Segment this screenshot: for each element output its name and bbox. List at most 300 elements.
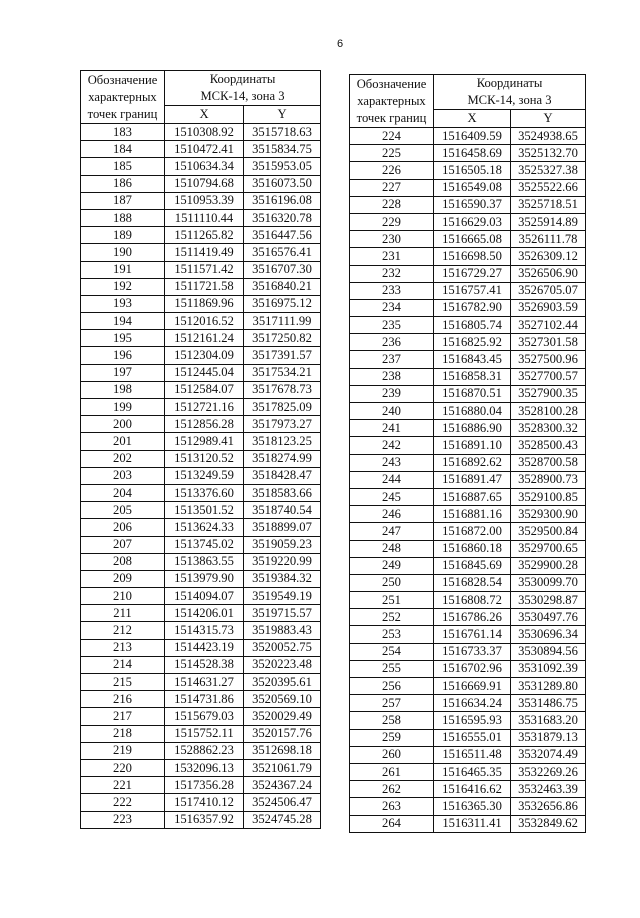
table-row xyxy=(350,282,586,299)
x-coordinate-cell: 1514528.38 xyxy=(165,656,244,673)
y-coordinate-cell: 3524745.28 xyxy=(244,811,321,828)
table-row xyxy=(81,605,321,622)
y-coordinate-cell: 3516073.50 xyxy=(244,175,321,192)
y-coordinate-cell: 3517973.27 xyxy=(244,416,321,433)
table-row xyxy=(350,454,586,471)
y-coordinate-cell: 3520157.76 xyxy=(244,725,321,742)
y-coordinate-cell: 3527900.35 xyxy=(511,385,586,402)
table-row xyxy=(350,763,586,780)
x-coordinate-cell: 1516843.45 xyxy=(434,351,511,368)
table-body-right xyxy=(350,128,586,833)
table-row xyxy=(350,488,586,505)
point-number-cell: 191 xyxy=(81,261,165,278)
table-row xyxy=(81,484,321,501)
x-coordinate-cell: 1516729.27 xyxy=(434,265,511,282)
column-header-points xyxy=(81,71,165,124)
point-number-cell: 198 xyxy=(81,381,165,398)
x-coordinate-cell: 1516887.65 xyxy=(434,488,511,505)
y-coordinate-cell: 3525718.51 xyxy=(511,196,586,213)
x-coordinate-cell: 1516416.62 xyxy=(434,781,511,798)
table-row xyxy=(350,592,586,609)
table-row xyxy=(350,385,586,402)
table-row xyxy=(350,471,586,488)
y-coordinate-cell: 3518274.99 xyxy=(244,450,321,467)
point-number-cell: 195 xyxy=(81,330,165,347)
x-coordinate-cell: 1516828.54 xyxy=(434,574,511,591)
point-number-cell: 233 xyxy=(350,282,434,299)
y-coordinate-cell: 3529900.28 xyxy=(511,557,586,574)
table-row xyxy=(81,553,321,570)
x-coordinate-cell: 1513249.59 xyxy=(165,467,244,484)
point-number-cell: 221 xyxy=(81,777,165,794)
point-number-cell: 262 xyxy=(350,781,434,798)
y-coordinate-cell: 3529300.90 xyxy=(511,506,586,523)
table-row xyxy=(81,639,321,656)
table-row xyxy=(81,570,321,587)
point-number-cell: 216 xyxy=(81,691,165,708)
y-coordinate-cell: 3517391.57 xyxy=(244,347,321,364)
table-row xyxy=(81,295,321,312)
point-number-cell: 203 xyxy=(81,467,165,484)
y-coordinate-cell: 3525327.38 xyxy=(511,162,586,179)
table-row xyxy=(81,708,321,725)
table-row xyxy=(81,519,321,536)
coordinates-table-left xyxy=(80,70,321,829)
table-row xyxy=(350,265,586,282)
point-number-cell: 230 xyxy=(350,231,434,248)
y-coordinate-cell: 3515834.75 xyxy=(244,141,321,158)
y-coordinate-cell: 3521061.79 xyxy=(244,759,321,776)
y-coordinate-cell: 3532269.26 xyxy=(511,763,586,780)
x-coordinate-cell: 1516357.92 xyxy=(165,811,244,828)
point-number-cell: 241 xyxy=(350,420,434,437)
y-coordinate-cell: 3519549.19 xyxy=(244,588,321,605)
y-coordinate-cell: 3526111.78 xyxy=(511,231,586,248)
x-coordinate-cell: 1511419.49 xyxy=(165,244,244,261)
header-line: Координаты xyxy=(476,76,543,90)
y-coordinate-cell: 3524938.65 xyxy=(511,128,586,145)
y-coordinate-cell: 3531683.20 xyxy=(511,712,586,729)
y-coordinate-cell: 3526903.59 xyxy=(511,299,586,316)
x-coordinate-cell: 1512445.04 xyxy=(165,364,244,381)
y-coordinate-cell: 3516447.56 xyxy=(244,227,321,244)
y-coordinate-cell: 3517534.21 xyxy=(244,364,321,381)
header-line: точек границ xyxy=(356,110,427,125)
x-coordinate-cell: 1512016.52 xyxy=(165,313,244,330)
y-coordinate-cell: 3520395.61 xyxy=(244,674,321,691)
y-coordinate-cell: 3517111.99 xyxy=(244,313,321,330)
point-number-cell: 183 xyxy=(81,124,165,141)
y-coordinate-cell: 3525522.66 xyxy=(511,179,586,196)
table-row xyxy=(81,124,321,141)
x-coordinate-cell: 1511571.42 xyxy=(165,261,244,278)
x-coordinate-cell: 1516733.37 xyxy=(434,643,511,660)
x-coordinate-cell: 1516505.18 xyxy=(434,162,511,179)
y-coordinate-cell: 3519883.43 xyxy=(244,622,321,639)
table-row xyxy=(350,128,586,145)
y-coordinate-cell: 3512698.18 xyxy=(244,742,321,759)
table-row xyxy=(350,317,586,334)
table-row xyxy=(81,209,321,226)
x-coordinate-cell: 1514631.27 xyxy=(165,674,244,691)
table-row xyxy=(81,416,321,433)
coordinates-table-right xyxy=(349,74,586,833)
table-row xyxy=(81,674,321,691)
point-number-cell: 242 xyxy=(350,437,434,454)
x-coordinate-cell: 1516891.10 xyxy=(434,437,511,454)
x-coordinate-cell: 1516365.30 xyxy=(434,798,511,815)
x-coordinate-cell: 1516665.08 xyxy=(434,231,511,248)
y-coordinate-cell: 3524506.47 xyxy=(244,794,321,811)
column-header-coordinates xyxy=(165,71,321,106)
x-coordinate-cell: 1516409.59 xyxy=(434,128,511,145)
column-header-coordinates xyxy=(434,75,586,110)
column-header-y: Y xyxy=(244,106,321,124)
point-number-cell: 247 xyxy=(350,523,434,540)
y-coordinate-cell: 3525914.89 xyxy=(511,213,586,230)
x-coordinate-cell: 1516782.90 xyxy=(434,299,511,316)
x-coordinate-cell: 1516761.14 xyxy=(434,626,511,643)
y-coordinate-cell: 3528900.73 xyxy=(511,471,586,488)
x-coordinate-cell: 1516872.00 xyxy=(434,523,511,540)
table-row xyxy=(81,330,321,347)
point-number-cell: 209 xyxy=(81,570,165,587)
point-number-cell: 248 xyxy=(350,540,434,557)
table-row xyxy=(81,691,321,708)
y-coordinate-cell: 3527102.44 xyxy=(511,317,586,334)
table-row xyxy=(350,574,586,591)
y-coordinate-cell: 3529700.65 xyxy=(511,540,586,557)
point-number-cell: 240 xyxy=(350,403,434,420)
table-row xyxy=(350,815,586,832)
table-row xyxy=(81,811,321,828)
point-number-cell: 192 xyxy=(81,278,165,295)
y-coordinate-cell: 3516840.21 xyxy=(244,278,321,295)
x-coordinate-cell: 1516549.08 xyxy=(434,179,511,196)
y-coordinate-cell: 3530894.56 xyxy=(511,643,586,660)
x-coordinate-cell: 1510472.41 xyxy=(165,141,244,158)
y-coordinate-cell: 3531879.13 xyxy=(511,729,586,746)
point-number-cell: 253 xyxy=(350,626,434,643)
point-number-cell: 251 xyxy=(350,592,434,609)
point-number-cell: 254 xyxy=(350,643,434,660)
point-number-cell: 197 xyxy=(81,364,165,381)
x-coordinate-cell: 1513745.02 xyxy=(165,536,244,553)
point-number-cell: 211 xyxy=(81,605,165,622)
point-number-cell: 219 xyxy=(81,742,165,759)
point-number-cell: 194 xyxy=(81,313,165,330)
x-coordinate-cell: 1513376.60 xyxy=(165,484,244,501)
point-number-cell: 261 xyxy=(350,763,434,780)
x-coordinate-cell: 1512584.07 xyxy=(165,381,244,398)
x-coordinate-cell: 1511265.82 xyxy=(165,227,244,244)
point-number-cell: 264 xyxy=(350,815,434,832)
table-row xyxy=(81,450,321,467)
table-row xyxy=(81,467,321,484)
y-coordinate-cell: 3516320.78 xyxy=(244,209,321,226)
y-coordinate-cell: 3532074.49 xyxy=(511,746,586,763)
point-number-cell: 235 xyxy=(350,317,434,334)
x-coordinate-cell: 1515752.11 xyxy=(165,725,244,742)
x-coordinate-cell: 1516590.37 xyxy=(434,196,511,213)
point-number-cell: 222 xyxy=(81,794,165,811)
y-coordinate-cell: 3527301.58 xyxy=(511,334,586,351)
y-coordinate-cell: 3517825.09 xyxy=(244,399,321,416)
y-coordinate-cell: 3526506.90 xyxy=(511,265,586,282)
y-coordinate-cell: 3532463.39 xyxy=(511,781,586,798)
table-row xyxy=(350,248,586,265)
y-coordinate-cell: 3518428.47 xyxy=(244,467,321,484)
x-coordinate-cell: 1516880.04 xyxy=(434,403,511,420)
table-row xyxy=(350,781,586,798)
table-row xyxy=(350,420,586,437)
x-coordinate-cell: 1512856.28 xyxy=(165,416,244,433)
page-number: 6 xyxy=(336,38,344,50)
y-coordinate-cell: 3515953.05 xyxy=(244,158,321,175)
x-coordinate-cell: 1532096.13 xyxy=(165,759,244,776)
table-row xyxy=(81,622,321,639)
y-coordinate-cell: 3518740.54 xyxy=(244,502,321,519)
table-row xyxy=(350,746,586,763)
point-number-cell: 223 xyxy=(81,811,165,828)
point-number-cell: 189 xyxy=(81,227,165,244)
y-coordinate-cell: 3532656.86 xyxy=(511,798,586,815)
table-row xyxy=(81,381,321,398)
point-number-cell: 187 xyxy=(81,192,165,209)
table-row xyxy=(81,364,321,381)
table-row xyxy=(350,334,586,351)
x-coordinate-cell: 1510308.92 xyxy=(165,124,244,141)
table-header xyxy=(350,75,586,128)
header-line: МСК-14, зона 3 xyxy=(467,93,552,107)
x-coordinate-cell: 1514094.07 xyxy=(165,588,244,605)
x-coordinate-cell: 1516808.72 xyxy=(434,592,511,609)
x-coordinate-cell: 1516555.01 xyxy=(434,729,511,746)
point-number-cell: 232 xyxy=(350,265,434,282)
point-number-cell: 202 xyxy=(81,450,165,467)
y-coordinate-cell: 3530099.70 xyxy=(511,574,586,591)
table-row xyxy=(350,196,586,213)
x-coordinate-cell: 1516311.41 xyxy=(434,815,511,832)
point-number-cell: 243 xyxy=(350,454,434,471)
y-coordinate-cell: 3528300.32 xyxy=(511,420,586,437)
x-coordinate-cell: 1516757.41 xyxy=(434,282,511,299)
table-row xyxy=(350,351,586,368)
table-row xyxy=(81,794,321,811)
table-row xyxy=(350,523,586,540)
y-coordinate-cell: 3532849.62 xyxy=(511,815,586,832)
x-coordinate-cell: 1516845.69 xyxy=(434,557,511,574)
x-coordinate-cell: 1510953.39 xyxy=(165,192,244,209)
table-row xyxy=(350,678,586,695)
point-number-cell: 260 xyxy=(350,746,434,763)
header-line: МСК-14, зона 3 xyxy=(200,89,285,103)
y-coordinate-cell: 3519220.99 xyxy=(244,553,321,570)
x-coordinate-cell: 1516881.16 xyxy=(434,506,511,523)
point-number-cell: 239 xyxy=(350,385,434,402)
point-number-cell: 250 xyxy=(350,574,434,591)
header-line: Обозначение xyxy=(87,72,158,87)
table-row xyxy=(81,158,321,175)
point-number-cell: 212 xyxy=(81,622,165,639)
x-coordinate-cell: 1516892.62 xyxy=(434,454,511,471)
y-coordinate-cell: 3528500.43 xyxy=(511,437,586,454)
point-number-cell: 245 xyxy=(350,488,434,505)
point-number-cell: 225 xyxy=(350,145,434,162)
y-coordinate-cell: 3520029.49 xyxy=(244,708,321,725)
x-coordinate-cell: 1517410.12 xyxy=(165,794,244,811)
point-number-cell: 257 xyxy=(350,695,434,712)
point-number-cell: 226 xyxy=(350,162,434,179)
y-coordinate-cell: 3516196.08 xyxy=(244,192,321,209)
y-coordinate-cell: 3528700.58 xyxy=(511,454,586,471)
column-header-x: X xyxy=(434,110,511,128)
table-row xyxy=(350,368,586,385)
point-number-cell: 184 xyxy=(81,141,165,158)
x-coordinate-cell: 1516860.18 xyxy=(434,540,511,557)
table-row xyxy=(81,399,321,416)
point-number-cell: 237 xyxy=(350,351,434,368)
table-row xyxy=(81,192,321,209)
point-number-cell: 207 xyxy=(81,536,165,553)
point-number-cell: 246 xyxy=(350,506,434,523)
x-coordinate-cell: 1510634.34 xyxy=(165,158,244,175)
table-row xyxy=(81,261,321,278)
table-row xyxy=(81,725,321,742)
x-coordinate-cell: 1516870.51 xyxy=(434,385,511,402)
point-number-cell: 196 xyxy=(81,347,165,364)
point-number-cell: 220 xyxy=(81,759,165,776)
x-coordinate-cell: 1516891.47 xyxy=(434,471,511,488)
x-coordinate-cell: 1514731.86 xyxy=(165,691,244,708)
x-coordinate-cell: 1516465.35 xyxy=(434,763,511,780)
point-number-cell: 255 xyxy=(350,660,434,677)
table-row xyxy=(81,278,321,295)
y-coordinate-cell: 3527700.57 xyxy=(511,368,586,385)
table-header xyxy=(81,71,321,124)
x-coordinate-cell: 1516825.92 xyxy=(434,334,511,351)
y-coordinate-cell: 3531289.80 xyxy=(511,678,586,695)
table-row xyxy=(350,557,586,574)
x-coordinate-cell: 1513863.55 xyxy=(165,553,244,570)
column-header-y: Y xyxy=(511,110,586,128)
table-row xyxy=(350,506,586,523)
table-row xyxy=(350,231,586,248)
x-coordinate-cell: 1516458.69 xyxy=(434,145,511,162)
x-coordinate-cell: 1528862.23 xyxy=(165,742,244,759)
y-coordinate-cell: 3518899.07 xyxy=(244,519,321,536)
y-coordinate-cell: 3528100.28 xyxy=(511,403,586,420)
y-coordinate-cell: 3530696.34 xyxy=(511,626,586,643)
header-line: Обозначение xyxy=(356,76,427,91)
point-number-cell: 259 xyxy=(350,729,434,746)
x-coordinate-cell: 1516634.24 xyxy=(434,695,511,712)
table-row xyxy=(81,313,321,330)
table-row xyxy=(350,162,586,179)
point-number-cell: 236 xyxy=(350,334,434,351)
point-number-cell: 238 xyxy=(350,368,434,385)
x-coordinate-cell: 1516595.93 xyxy=(434,712,511,729)
x-coordinate-cell: 1514423.19 xyxy=(165,639,244,656)
y-coordinate-cell: 3515718.63 xyxy=(244,124,321,141)
table-row xyxy=(350,609,586,626)
table-row xyxy=(81,347,321,364)
table-row xyxy=(81,656,321,673)
y-coordinate-cell: 3520223.48 xyxy=(244,656,321,673)
table-row xyxy=(350,729,586,746)
y-coordinate-cell: 3530298.87 xyxy=(511,592,586,609)
x-coordinate-cell: 1513624.33 xyxy=(165,519,244,536)
table-row xyxy=(350,299,586,316)
header-line: Координаты xyxy=(209,72,276,86)
y-coordinate-cell: 3529500.84 xyxy=(511,523,586,540)
y-coordinate-cell: 3524367.24 xyxy=(244,777,321,794)
table-row xyxy=(350,540,586,557)
point-number-cell: 229 xyxy=(350,213,434,230)
y-coordinate-cell: 3526309.12 xyxy=(511,248,586,265)
x-coordinate-cell: 1516698.50 xyxy=(434,248,511,265)
column-header-points xyxy=(350,75,434,128)
point-number-cell: 210 xyxy=(81,588,165,605)
table-row xyxy=(81,777,321,794)
point-number-cell: 193 xyxy=(81,295,165,312)
table-row xyxy=(350,145,586,162)
x-coordinate-cell: 1516786.26 xyxy=(434,609,511,626)
y-coordinate-cell: 3519715.57 xyxy=(244,605,321,622)
x-coordinate-cell: 1513979.90 xyxy=(165,570,244,587)
y-coordinate-cell: 3520052.75 xyxy=(244,639,321,656)
y-coordinate-cell: 3520569.10 xyxy=(244,691,321,708)
point-number-cell: 199 xyxy=(81,399,165,416)
x-coordinate-cell: 1510794.68 xyxy=(165,175,244,192)
table-row xyxy=(81,175,321,192)
column-header-x: X xyxy=(165,106,244,124)
y-coordinate-cell: 3516975.12 xyxy=(244,295,321,312)
y-coordinate-cell: 3526705.07 xyxy=(511,282,586,299)
x-coordinate-cell: 1511869.96 xyxy=(165,295,244,312)
table-row xyxy=(350,695,586,712)
x-coordinate-cell: 1516669.91 xyxy=(434,678,511,695)
x-coordinate-cell: 1511110.44 xyxy=(165,209,244,226)
point-number-cell: 200 xyxy=(81,416,165,433)
y-coordinate-cell: 3519059.23 xyxy=(244,536,321,553)
point-number-cell: 186 xyxy=(81,175,165,192)
y-coordinate-cell: 3519384.32 xyxy=(244,570,321,587)
header-line: характерных xyxy=(88,89,157,104)
x-coordinate-cell: 1516858.31 xyxy=(434,368,511,385)
point-number-cell: 228 xyxy=(350,196,434,213)
table-row xyxy=(350,437,586,454)
table-row xyxy=(81,227,321,244)
table-row xyxy=(81,433,321,450)
x-coordinate-cell: 1514206.01 xyxy=(165,605,244,622)
y-coordinate-cell: 3531092.39 xyxy=(511,660,586,677)
point-number-cell: 206 xyxy=(81,519,165,536)
header-line: точек границ xyxy=(87,106,158,121)
point-number-cell: 256 xyxy=(350,678,434,695)
point-number-cell: 204 xyxy=(81,484,165,501)
x-coordinate-cell: 1514315.73 xyxy=(165,622,244,639)
header-line: характерных xyxy=(357,93,426,108)
x-coordinate-cell: 1516629.03 xyxy=(434,213,511,230)
table-row xyxy=(81,141,321,158)
table-row xyxy=(81,244,321,261)
point-number-cell: 213 xyxy=(81,639,165,656)
table-row xyxy=(350,403,586,420)
x-coordinate-cell: 1511721.58 xyxy=(165,278,244,295)
point-number-cell: 215 xyxy=(81,674,165,691)
x-coordinate-cell: 1513501.52 xyxy=(165,502,244,519)
